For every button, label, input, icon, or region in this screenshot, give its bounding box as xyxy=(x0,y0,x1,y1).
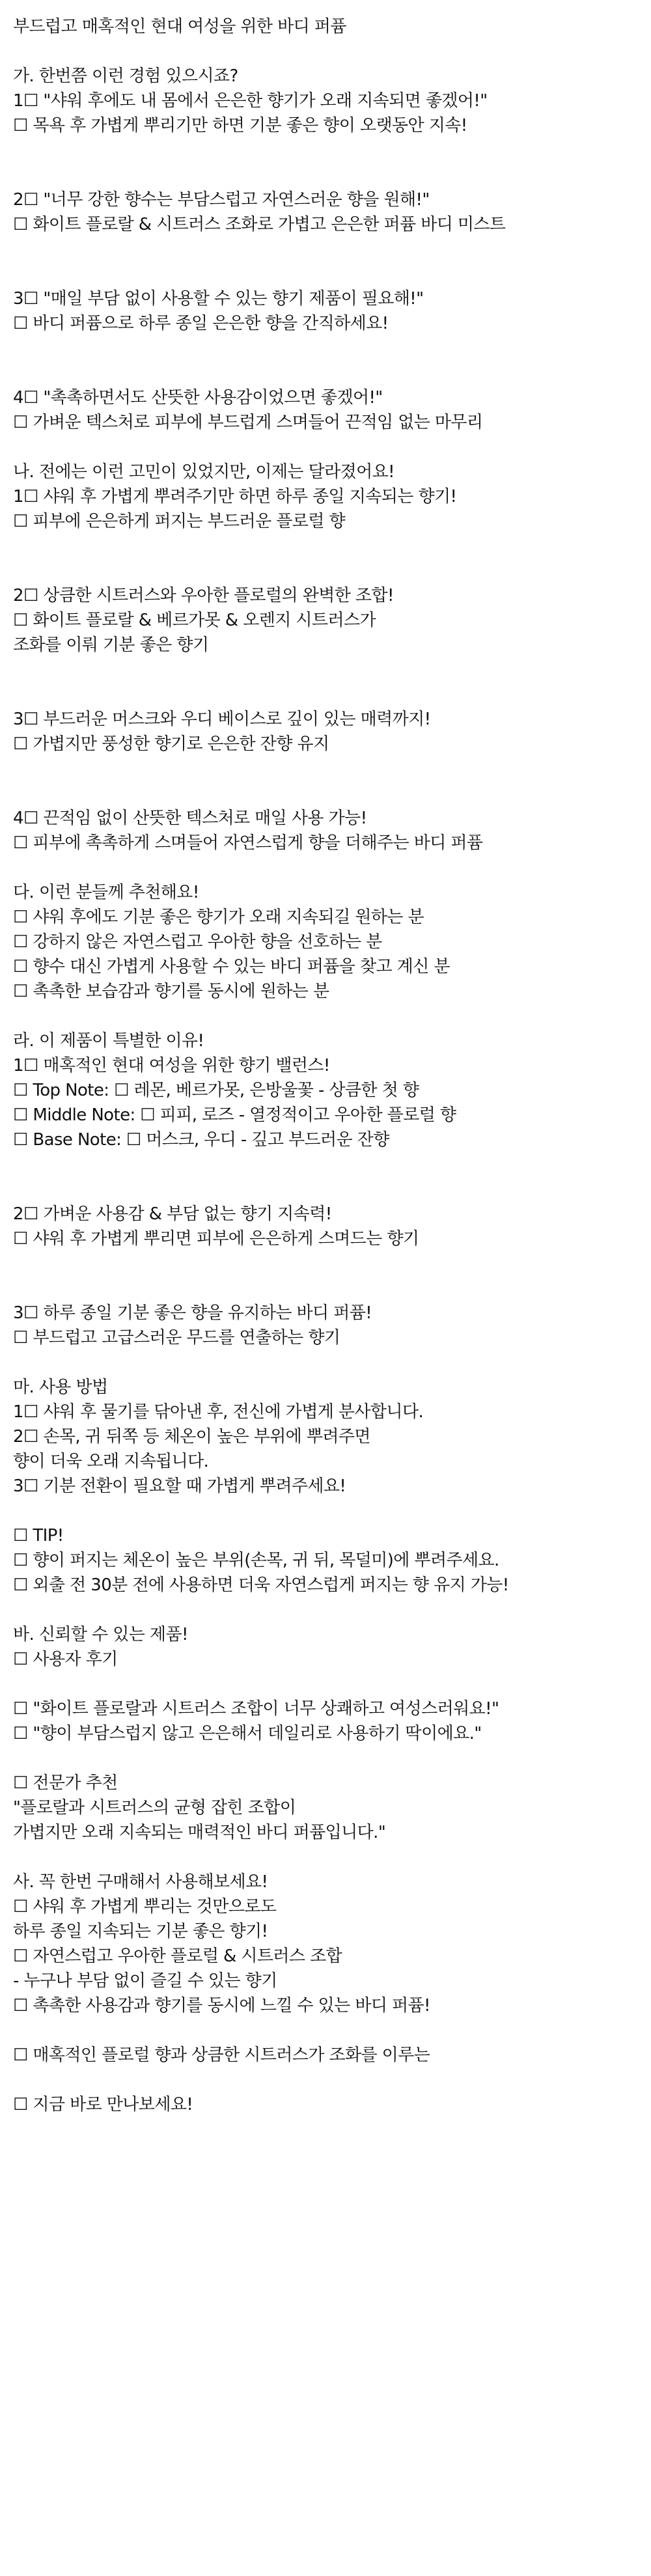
text-line: 2☐ 손목, 귀 뒤쪽 등 체온이 높은 부위에 뿌려주면 xyxy=(13,1427,370,1447)
spacer xyxy=(13,1845,638,1870)
spacer xyxy=(13,336,638,385)
text-line: ☐ 매혹적인 플로럴 향과 상큼한 시트러스가 조화를 이루는 xyxy=(13,2045,430,2065)
text-line: 1☐ "샤워 후에도 내 몸에서 은은한 향기가 오래 지속되면 좋겠어!" xyxy=(13,91,488,111)
section-heading: 다. 이런 분들께 추천해요! xyxy=(13,883,199,902)
text-line: 1☐ 매혹적인 현대 여성을 위한 향기 밸런스! xyxy=(13,1056,330,1075)
text-line: ☐ 강하지 않은 자연스럽고 우아한 향을 선호하는 분 xyxy=(13,932,382,952)
text-line: "플로랄과 시트러스의 균형 잡힌 조합이 xyxy=(13,1798,296,1818)
text-line: 1☐ 샤워 후 가볍게 뿌려주기만 하면 하루 종일 지속되는 향기! xyxy=(13,487,457,506)
spacer xyxy=(13,435,638,460)
text-line: ☐ 가볍지만 풍성한 향기로 은은한 잔향 유지 xyxy=(13,734,329,754)
text-line: 3☐ "매일 부담 없이 사용할 수 있는 향기 제품이 필요해!" xyxy=(13,289,424,309)
text-line: 향이 더욱 오래 지속됩니다. xyxy=(13,1452,209,1471)
text-line: ☐ 자연스럽고 우아한 플로럴 & 시트러스 조합 xyxy=(13,1946,342,1966)
text-line: ☐ Top Note: ☐ 레몬, 베르가못, 은방울꽃 - 상큼한 첫 향 xyxy=(13,1081,419,1100)
text-line: 3☐ 기분 전환이 필요할 때 가볍게 뿌려주세요! xyxy=(13,1476,346,1496)
section-heading: 사. 꼭 한번 구매해서 사용해보세요! xyxy=(13,1872,268,1892)
spacer xyxy=(13,756,638,806)
spacer xyxy=(13,1152,638,1202)
text-line: ☐ 화이트 플로랄 & 베르가못 & 오렌지 시트러스가 xyxy=(13,611,376,630)
spacer xyxy=(13,1251,638,1301)
text-line: 가볍지만 오래 지속되는 매력적인 바디 퍼퓸입니다." xyxy=(13,1823,386,1842)
spacer xyxy=(13,534,638,583)
text-line: 1☐ 샤워 후 물기를 닦아낸 후, 전신에 가볍게 분사합니다. xyxy=(13,1402,424,1422)
spacer xyxy=(13,39,638,64)
text-line: ☐ 샤워 후 가볍게 뿌리는 것만으로도 xyxy=(13,1897,277,1917)
spacer xyxy=(13,1350,638,1375)
spacer xyxy=(13,658,638,707)
text-line: ☐ 촉촉한 사용감과 향기를 동시에 느낄 수 있는 바디 퍼퓸! xyxy=(13,1996,430,2015)
spacer xyxy=(13,237,638,286)
spacer xyxy=(13,2068,638,2092)
text-line: - 누구나 부담 없이 즐길 수 있는 향기 xyxy=(13,1971,277,1991)
text-line: ☐ 촉촉한 보습감과 향기를 동시에 원하는 분 xyxy=(13,982,329,1001)
spacer xyxy=(13,1672,638,1697)
text-line: ☐ "화이트 플로랄과 시트러스 조합이 너무 상쾌하고 여성스러워요!" xyxy=(13,1699,499,1719)
text-line: ☐ 샤워 후 가볍게 뿌리면 피부에 은은하게 스며드는 향기 xyxy=(13,1229,419,1249)
section-heading: 라. 이 제품이 특별한 이유! xyxy=(13,1031,204,1051)
document-body xyxy=(13,14,638,2117)
text-line: ☐ 향수 대신 가볍게 사용할 수 있는 바디 퍼퓸을 찾고 계신 분 xyxy=(13,957,450,976)
text-line: ☐ 화이트 플로랄 & 시트러스 조화로 가볍고 은은한 퍼퓸 바디 미스트 xyxy=(13,215,506,234)
text-line: ☐ Base Note: ☐ 머스크, 우디 - 깊고 부드러운 잔향 xyxy=(13,1130,389,1150)
text-line: 조화를 이뤄 기분 좋은 향기 xyxy=(13,635,209,655)
spacer xyxy=(13,1746,638,1771)
spacer xyxy=(13,2018,638,2043)
text-line: ☐ 바디 퍼퓸으로 하루 종일 은은한 향을 간직하세요! xyxy=(13,314,389,333)
text-line: ☐ 외출 전 30분 전에 사용하면 더욱 자연스럽게 퍼지는 향 유지 가능! xyxy=(13,1575,509,1595)
text-line: ☐ 피부에 은은하게 퍼지는 부드러운 플로럴 향 xyxy=(13,512,345,531)
text-line: 3☐ 하루 종일 기분 좋은 향을 유지하는 바디 퍼퓸! xyxy=(13,1303,372,1323)
text-line: ☐ 사용자 후기 xyxy=(13,1650,118,1669)
text-line: ☐ "향이 부담스럽지 않고 은은해서 데일리로 사용하기 딱이에요." xyxy=(13,1724,482,1743)
text-line: ☐ 가벼운 텍스처로 피부에 부드럽게 스며들어 끈적임 없는 마무리 xyxy=(13,413,483,432)
spacer xyxy=(13,855,638,880)
text-line: 4☐ "촉촉하면서도 산뜻한 사용감이었으면 좋겠어!" xyxy=(13,388,383,408)
text-line: 2☐ 상큼한 시트러스와 우아한 플로럴의 완벽한 조합! xyxy=(13,586,394,605)
text-line: 하루 종일 지속되는 기분 좋은 향기! xyxy=(13,1922,268,1941)
text-line: ☐ 샤워 후에도 기분 좋은 향기가 오래 지속되길 원하는 분 xyxy=(13,907,424,927)
spacer xyxy=(13,1499,638,1523)
section-heading: 마. 사용 방법 xyxy=(13,1378,108,1397)
text-line: ☐ 목욕 후 가볍게 뿌리기만 하면 기분 좋은 향이 오랫동안 지속! xyxy=(13,116,467,135)
text-line: ☐ TIP! xyxy=(13,1526,64,1545)
text-line: 2☐ 가벼운 사용감 & 부담 없는 향기 지속력! xyxy=(13,1204,332,1224)
spacer xyxy=(13,1598,638,1622)
section-heading: 바. 신뢰할 수 있는 제품! xyxy=(13,1625,188,1644)
section-heading: 가. 한번쯤 이런 경험 있으시죠? xyxy=(13,66,238,86)
text-line: ☐ 전문가 추천 xyxy=(13,1773,118,1793)
section-heading: 나. 전에는 이런 고민이 있었지만, 이제는 달라졌어요! xyxy=(13,462,395,482)
text-line: 3☐ 부드러운 머스크와 우디 베이스로 깊이 있는 매력까지! xyxy=(13,710,431,729)
text-line: ☐ Middle Note: ☐ 피피, 로즈 - 열정적이고 우아한 플로럴 향 xyxy=(13,1105,456,1125)
text-line: ☐ 향이 퍼지는 체온이 높은 부위(손목, 귀 뒤, 목덜미)에 뿌려주세요. xyxy=(13,1551,499,1570)
document-title: 부드럽고 매혹적인 현대 여성을 위한 바디 퍼퓸 xyxy=(13,17,346,36)
text-line: 4☐ 끈적임 없이 산뜻한 텍스처로 매일 사용 가능! xyxy=(13,809,367,828)
spacer xyxy=(13,138,638,187)
text-line: ☐ 지금 바로 만나보세요! xyxy=(13,2095,193,2114)
text-line: ☐ 부드럽고 고급스러운 무드를 연출하는 향기 xyxy=(13,1328,340,1348)
spacer xyxy=(13,1004,638,1029)
text-line: 2☐ "너무 강한 향수는 부담스럽고 자연스러운 향을 원해!" xyxy=(13,190,430,210)
text-line: ☐ 피부에 촉촉하게 스며들어 자연스럽게 향을 더해주는 바디 퍼퓸 xyxy=(13,833,483,853)
